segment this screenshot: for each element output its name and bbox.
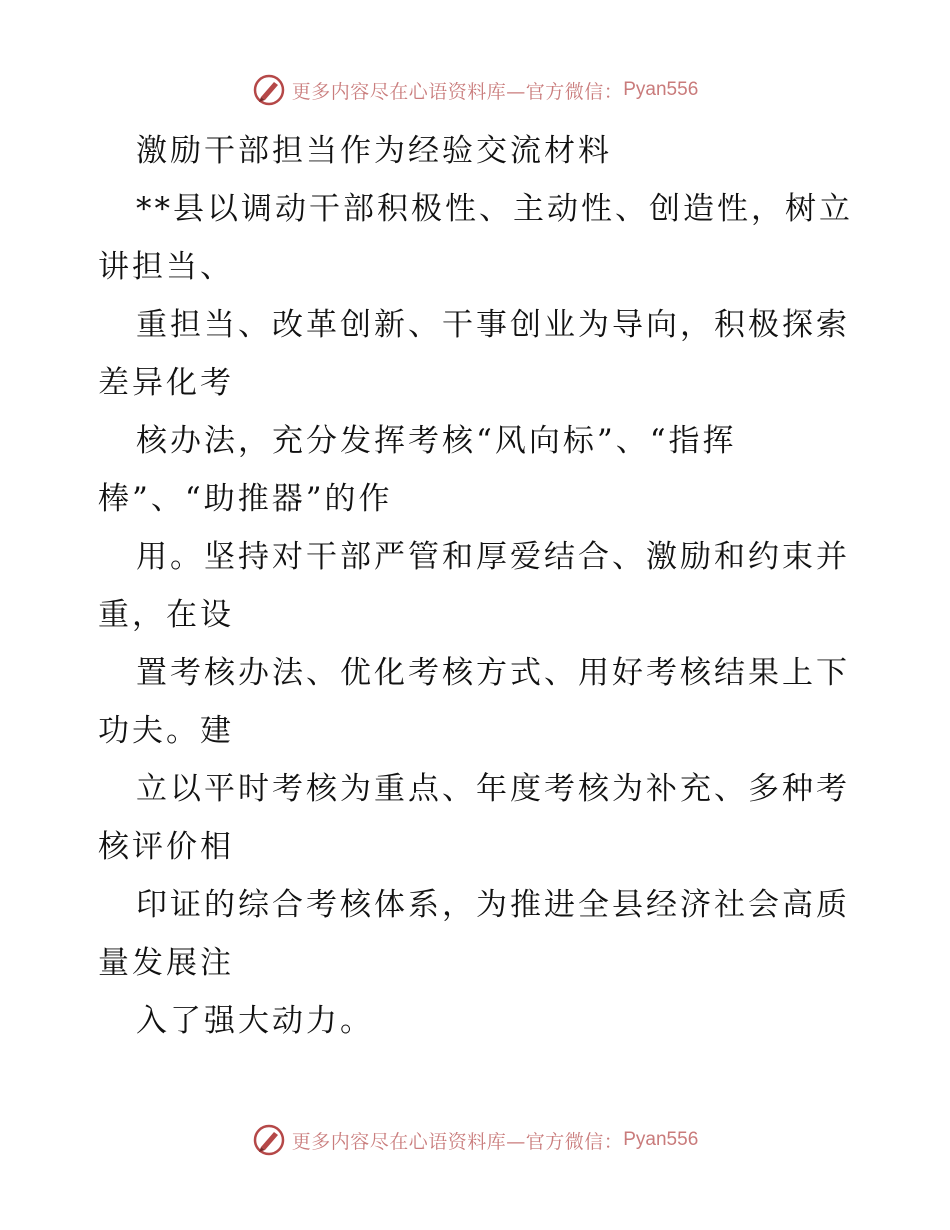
banner-text: 更多内容尽在心语资料库—官方微信：: [291, 1130, 624, 1153]
wechat-id: Pyan556: [623, 79, 699, 100]
pen-circle-logo-icon: [252, 1123, 286, 1157]
document-body: [98, 122, 858, 1050]
paragraph-line: 核评价相: [98, 829, 234, 865]
paragraph-line: 印证的综合考核体系，为推进全县经济社会高质: [136, 887, 850, 923]
paragraph-line: **县以调动干部积极性、主动性、创造性，树立: [136, 191, 853, 227]
paragraph-line: 立以平时考核为重点、年度考核为补充、多种考: [136, 771, 850, 807]
paragraph-line: 置考核办法、优化考核方式、用好考核结果上下: [136, 655, 850, 691]
document-title: 激励干部担当作为经验交流材料: [136, 133, 612, 169]
paragraph-line: 量发展注: [98, 945, 234, 981]
footer-banner: [0, 1120, 950, 1160]
banner-text: 更多内容尽在心语资料库—官方微信：: [291, 80, 624, 103]
paragraph-line: 讲担当、: [98, 249, 234, 285]
paragraph-line: 核办法，充分发挥考核“风向标”、“指挥: [136, 423, 737, 459]
paragraph-line: 重，在设: [98, 597, 234, 633]
pen-circle-logo-icon: [252, 73, 286, 107]
paragraph-line: 棒”、“助推器”的作: [98, 481, 393, 517]
paragraph-line: 入了强大动力。: [136, 1003, 374, 1039]
paragraph-line: 重担当、改革创新、干事创业为导向，积极探索: [136, 307, 850, 343]
wechat-id: Pyan556: [623, 1129, 699, 1150]
header-banner: [0, 70, 950, 110]
paragraph-line: 用。坚持对干部严管和厚爱结合、激励和约束并: [136, 539, 850, 575]
paragraph-line: 差异化考: [98, 365, 234, 401]
paragraph-line: 功夫。建: [98, 713, 234, 749]
